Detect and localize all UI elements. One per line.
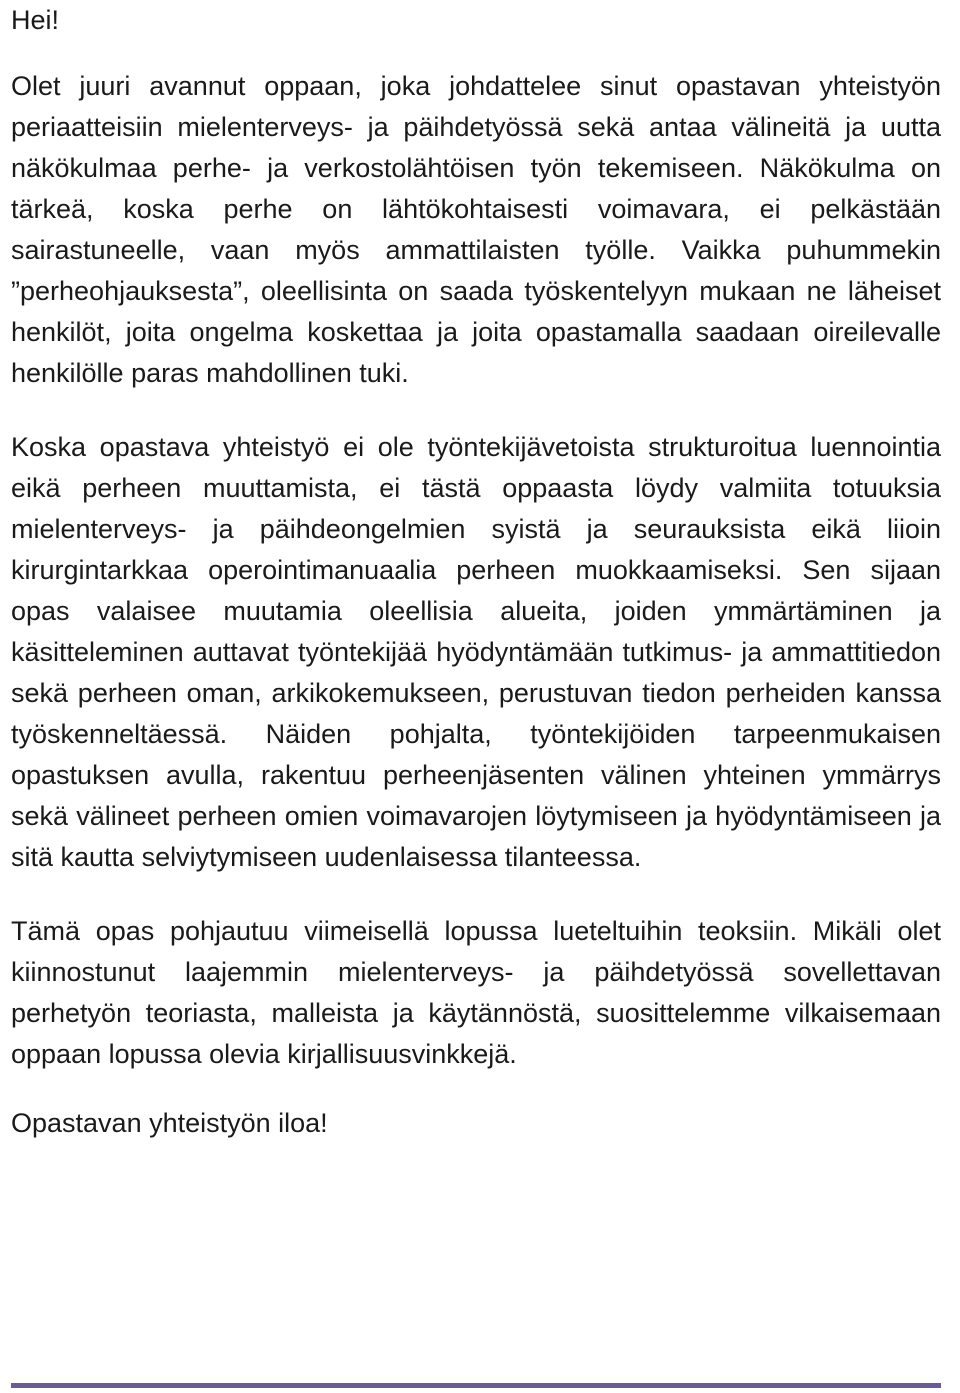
paragraph-references: Tämä opas pohjautuu viimeisellä lopussa lueteltuihin teoksiin. Mikäli olet kiinnostunut laajemmin mielenterveys- ja päihdetyössä sovellettavan perhetyön teoriasta, malleista ja käytännöstä, suosittelemme vilkaisemaan oppaan lopussa olevia kirjallisuusvinkkejä.	[11, 916, 941, 1069]
footer-divider	[11, 1383, 941, 1388]
paragraph-intro: Olet juuri avannut oppaan, joka johdattelee sinut opastavan yhteistyön periaatteisiin mielenterveys- ja päihdetyössä sekä antaa välineitä ja uutta näkökulmaa perhe- ja verkostolähtöisen työn tekemiseen. Näkökulma on tärkeä, koska perhe on lähtökohtaisesti voimavara, ei pelkästään sairastuneelle, vaan myös ammattilaisten työlle. Vaikka puhummekin ”perheohjauksesta”, oleellisinta on saada työskentelyyn mukaan ne läheiset henkilöt, joita ongelma koskettaa ja joita opastamalla saadaan oireilevalle henkilölle paras mahdollinen tuki.	[11, 71, 941, 388]
greeting: Hei!	[11, 5, 60, 35]
closing-line: Opastavan yhteistyön iloa!	[11, 1108, 328, 1138]
document-page	[11, 0, 941, 1144]
paragraph-approach: Koska opastava yhteistyö ei ole työntekijävetoista strukturoitua luennointia eikä perheen muuttamista, ei tästä oppaasta löydy valmiita totuuksia mielenterveys- ja päihdeongelmien syistä ja seurauksista eikä liioin kirurgintarkkaa operointimanuaalia perheen muokkaamiseksi. Sen sijaan opas valaisee muutamia oleellisia alueita, joiden ymmärtäminen ja käsitteleminen auttavat työntekijää hyödyntämään tutkimus- ja ammattitiedon sekä perheen oman, arkikokemukseen, perustuvan tiedon perheiden kanssa työskenneltäessä. Näiden pohjalta, työntekijöiden tarpeenmukaisen opastuksen avulla, rakentuu perheenjäsenten välinen yhteinen ymmärrys sekä välineet perheen omien voimavarojen löytymiseen ja hyödyntämiseen ja sitä kautta selviytymiseen uudenlaisessa tilanteessa.	[11, 432, 941, 872]
